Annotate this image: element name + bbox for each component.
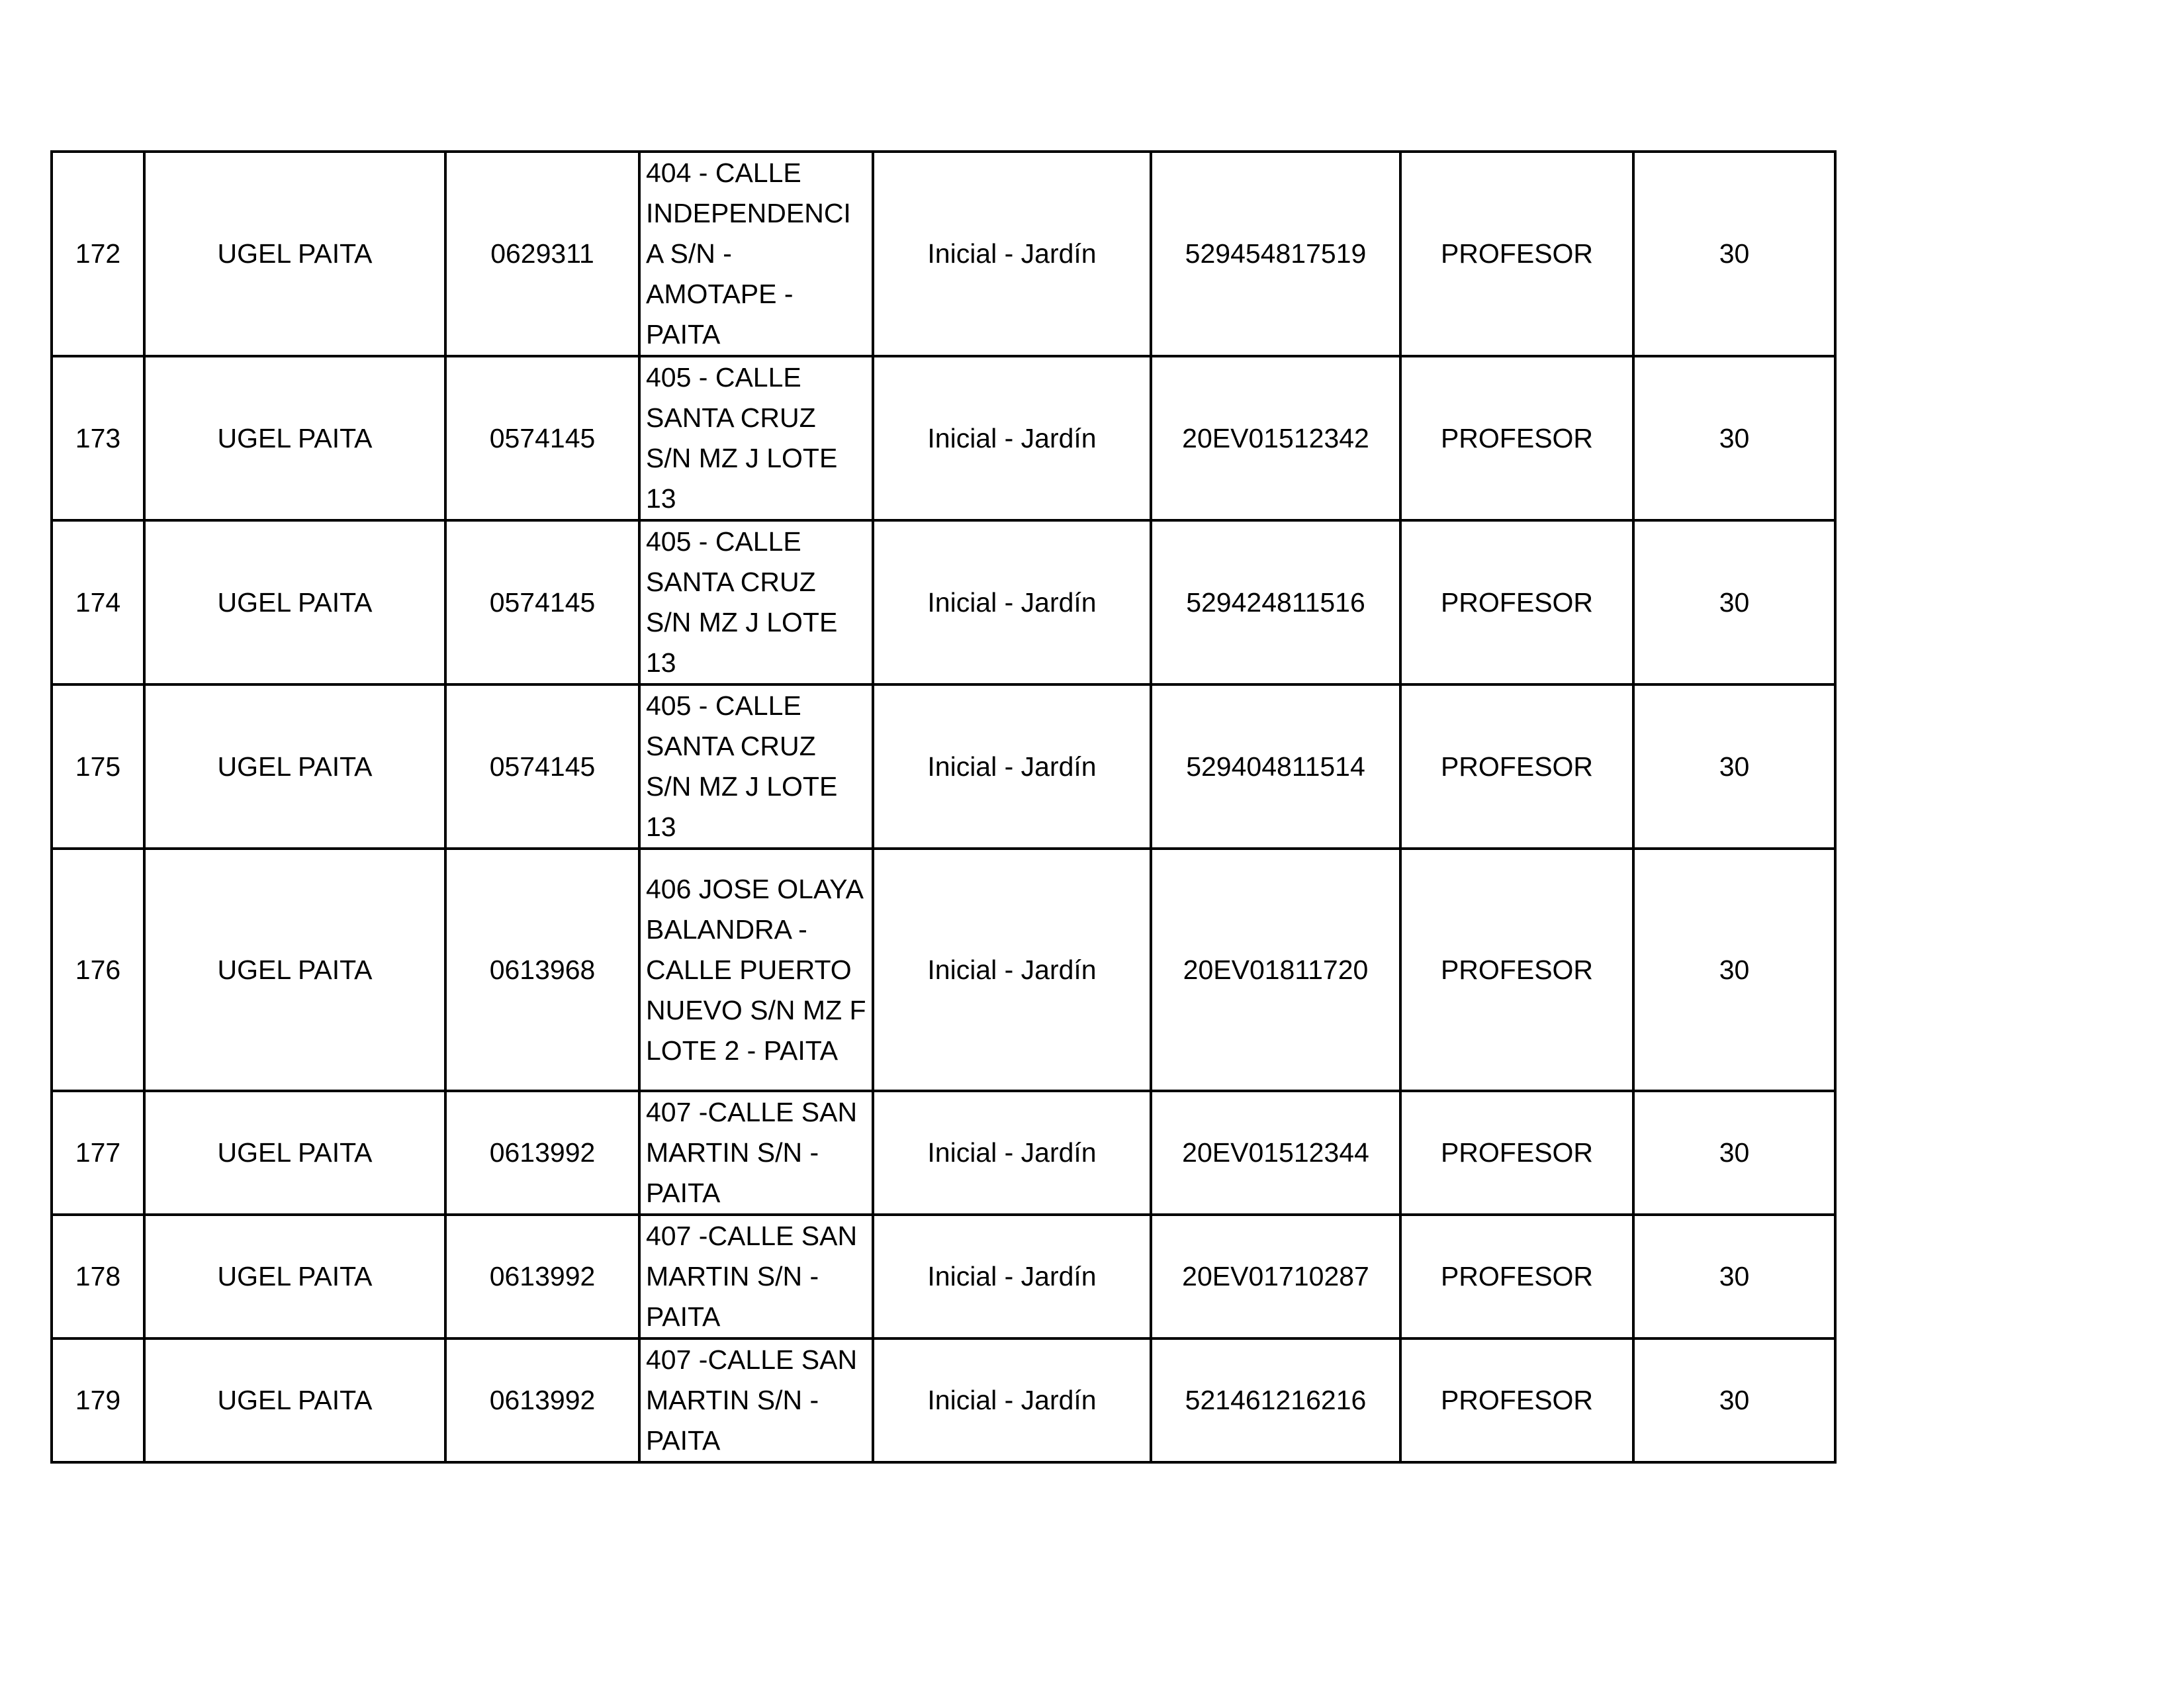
address-cell: 407 -CALLE SAN MARTIN S/N - PAITA bbox=[639, 1338, 873, 1462]
hours-cell: 30 bbox=[1633, 152, 1835, 356]
cargo-cell: PROFESOR bbox=[1400, 684, 1633, 849]
plaza-code-cell: 529424811516 bbox=[1151, 520, 1400, 684]
address-cell: 405 - CALLE SANTA CRUZ S/N MZ J LOTE 13 bbox=[639, 520, 873, 684]
ugel-cell: UGEL PAITA bbox=[144, 1215, 445, 1338]
level-cell: Inicial - Jardín bbox=[873, 1215, 1151, 1338]
code-cell: 0574145 bbox=[445, 684, 639, 849]
row-number: 173 bbox=[52, 356, 144, 520]
row-number: 172 bbox=[52, 152, 144, 356]
plaza-code-cell: 20EV01811720 bbox=[1151, 849, 1400, 1091]
table-row bbox=[52, 520, 1835, 684]
code-cell: 0574145 bbox=[445, 356, 639, 520]
table-row bbox=[52, 1091, 1835, 1215]
cargo-cell: PROFESOR bbox=[1400, 152, 1633, 356]
cargo-cell: PROFESOR bbox=[1400, 1338, 1633, 1462]
level-cell: Inicial - Jardín bbox=[873, 152, 1151, 356]
hours-cell: 30 bbox=[1633, 1215, 1835, 1338]
cargo-cell: PROFESOR bbox=[1400, 1091, 1633, 1215]
table-row bbox=[52, 1215, 1835, 1338]
row-number: 175 bbox=[52, 684, 144, 849]
ugel-cell: UGEL PAITA bbox=[144, 684, 445, 849]
hours-cell: 30 bbox=[1633, 684, 1835, 849]
plaza-code-cell: 529404811514 bbox=[1151, 684, 1400, 849]
ugel-cell: UGEL PAITA bbox=[144, 1091, 445, 1215]
ugel-cell: UGEL PAITA bbox=[144, 356, 445, 520]
code-cell: 0613992 bbox=[445, 1091, 639, 1215]
ugel-cell: UGEL PAITA bbox=[144, 520, 445, 684]
plaza-code-cell: 20EV01710287 bbox=[1151, 1215, 1400, 1338]
table-row bbox=[52, 356, 1835, 520]
level-cell: Inicial - Jardín bbox=[873, 1091, 1151, 1215]
code-cell: 0574145 bbox=[445, 520, 639, 684]
table-row bbox=[52, 684, 1835, 849]
code-cell: 0613968 bbox=[445, 849, 639, 1091]
plazas-table bbox=[50, 150, 1837, 1464]
ugel-cell: UGEL PAITA bbox=[144, 1338, 445, 1462]
code-cell: 0613992 bbox=[445, 1338, 639, 1462]
hours-cell: 30 bbox=[1633, 1091, 1835, 1215]
cargo-cell: PROFESOR bbox=[1400, 520, 1633, 684]
address-cell: 404 - CALLE INDEPENDENCIA S/N - AMOTAPE - PAITA bbox=[639, 152, 873, 356]
table-row bbox=[52, 849, 1835, 1091]
row-number: 178 bbox=[52, 1215, 144, 1338]
plaza-code-cell: 20EV01512344 bbox=[1151, 1091, 1400, 1215]
cargo-cell: PROFESOR bbox=[1400, 356, 1633, 520]
address-cell: 407 -CALLE SAN MARTIN S/N - PAITA bbox=[639, 1091, 873, 1215]
address-cell: 405 - CALLE SANTA CRUZ S/N MZ J LOTE 13 bbox=[639, 356, 873, 520]
plaza-code-cell: 521461216216 bbox=[1151, 1338, 1400, 1462]
hours-cell: 30 bbox=[1633, 849, 1835, 1091]
code-cell: 0629311 bbox=[445, 152, 639, 356]
row-number: 176 bbox=[52, 849, 144, 1091]
row-number: 179 bbox=[52, 1338, 144, 1462]
table-row bbox=[52, 1338, 1835, 1462]
cargo-cell: PROFESOR bbox=[1400, 1215, 1633, 1338]
plaza-code-cell: 20EV01512342 bbox=[1151, 356, 1400, 520]
ugel-cell: UGEL PAITA bbox=[144, 152, 445, 356]
row-number: 174 bbox=[52, 520, 144, 684]
table-row bbox=[52, 152, 1835, 356]
address-cell: 406 JOSE OLAYA BALANDRA - CALLE PUERTO NUEVO S/N MZ F LOTE 2 - PAITA bbox=[639, 849, 873, 1091]
row-number: 177 bbox=[52, 1091, 144, 1215]
hours-cell: 30 bbox=[1633, 520, 1835, 684]
plaza-code-cell: 529454817519 bbox=[1151, 152, 1400, 356]
ugel-cell: UGEL PAITA bbox=[144, 849, 445, 1091]
cargo-cell: PROFESOR bbox=[1400, 849, 1633, 1091]
code-cell: 0613992 bbox=[445, 1215, 639, 1338]
address-cell: 405 - CALLE SANTA CRUZ S/N MZ J LOTE 13 bbox=[639, 684, 873, 849]
hours-cell: 30 bbox=[1633, 1338, 1835, 1462]
level-cell: Inicial - Jardín bbox=[873, 684, 1151, 849]
level-cell: Inicial - Jardín bbox=[873, 520, 1151, 684]
level-cell: Inicial - Jardín bbox=[873, 849, 1151, 1091]
level-cell: Inicial - Jardín bbox=[873, 1338, 1151, 1462]
address-cell: 407 -CALLE SAN MARTIN S/N - PAITA bbox=[639, 1215, 873, 1338]
level-cell: Inicial - Jardín bbox=[873, 356, 1151, 520]
hours-cell: 30 bbox=[1633, 356, 1835, 520]
